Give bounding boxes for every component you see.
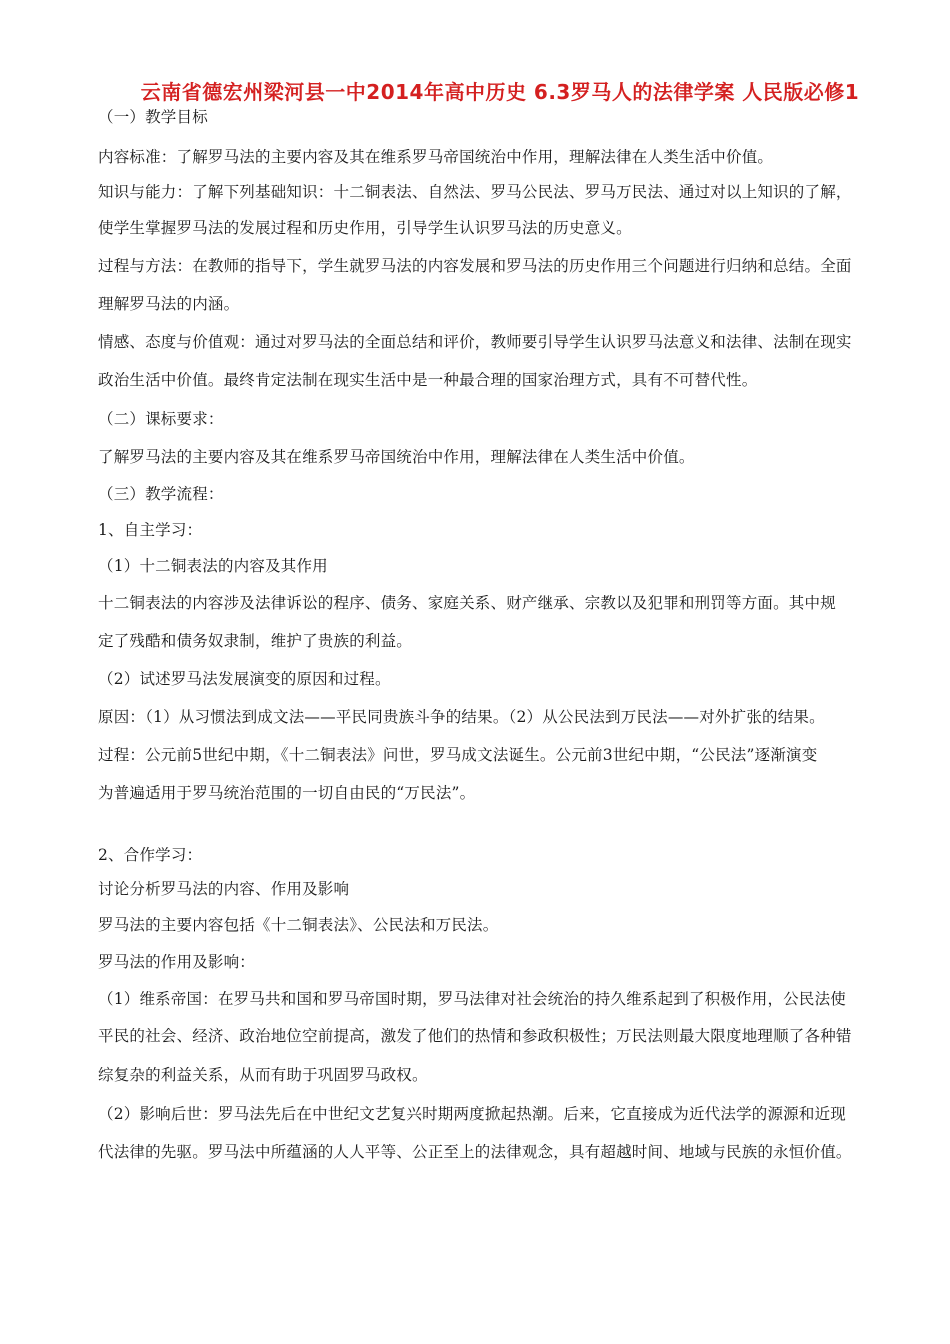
paragraph-line: 使学生掌握罗马法的发展过程和历史作用，引导学生认识罗马法的历史意义。	[98, 219, 632, 237]
paragraph-line: 平民的社会、经济、政治地位空前提高，激发了他们的热情和参政积极性；万民法则最大限度地理顺了各种错	[98, 1027, 852, 1045]
paragraph-line: 理解罗马法的内涵。	[98, 295, 240, 313]
paragraph-line: 情感、态度与价值观：通过对罗马法的全面总结和评价，教师要引导学生认识罗马法意义和法律、法制在现实	[98, 333, 852, 351]
section-heading-standards: （二）课标要求：	[98, 410, 224, 428]
document-title: 云南省德宏州梁河县一中2014年高中历史 6.3罗马人的法律学案 人民版必修1	[140, 80, 860, 104]
paragraph-line: 代法律的先驱。罗马法中所蕴涵的人人平等、公正至上的法律观念，具有超越时间、地域与民族的永恒价值。	[98, 1143, 852, 1161]
paragraph-line: 为普遍适用于罗马统治范围的一切自由民的“万民法”。	[98, 784, 476, 802]
question-heading: （1）十二铜表法的内容及其作用	[98, 557, 328, 575]
paragraph-line: 十二铜表法的内容涉及法律诉讼的程序、债务、家庭关系、财产继承、宗教以及犯罪和刑罚等方面。其中规	[98, 594, 836, 612]
paragraph-line: 罗马法的作用及影响：	[98, 953, 256, 971]
paragraph-line: 原因：（1）从习惯法到成文法——平民同贵族斗争的结果。（2）从公民法到万民法——对外扩张的结果。	[98, 708, 825, 726]
subsection-heading: 1、自主学习：	[98, 521, 203, 539]
paragraph-line: 定了残酷和债务奴隶制，维护了贵族的利益。	[98, 632, 413, 650]
subsection-heading: 2、合作学习：	[98, 846, 203, 864]
paragraph-line: 知识与能力：了解下列基础知识：十二铜表法、自然法、罗马公民法、罗马万民法、通过对以上知识的了解，	[98, 183, 852, 201]
paragraph-line: 政治生活中价值。最终肯定法制在现实生活中是一种最合理的国家治理方式，具有不可替代性。	[98, 371, 758, 389]
paragraph-line: 了解罗马法的主要内容及其在维系罗马帝国统治中作用，理解法律在人类生活中价值。	[98, 448, 695, 466]
paragraph-line: 罗马法的主要内容包括《十二铜表法》、公民法和万民法。	[98, 916, 499, 934]
paragraph-line: 内容标准：了解罗马法的主要内容及其在维系罗马帝国统治中作用，理解法律在人类生活中价值。	[98, 148, 774, 166]
paragraph-line: 综复杂的利益关系，从而有助于巩固罗马政权。	[98, 1066, 428, 1084]
paragraph-line: （2）影响后世：罗马法先后在中世纪文艺复兴时期两度掀起热潮。后来，它直接成为近代法学的源源和近现	[98, 1105, 846, 1123]
section-heading-process: （三）教学流程：	[98, 485, 224, 503]
section-heading-objectives: （一）教学目标	[98, 108, 208, 126]
paragraph-line: 过程与方法：在教师的指导下，学生就罗马法的内容发展和罗马法的历史作用三个问题进行归纳和总结。全面	[98, 257, 852, 275]
paragraph-line: （1）维系帝国：在罗马共和国和罗马帝国时期，罗马法律对社会统治的持久维系起到了积极作用，公民法使	[98, 990, 846, 1008]
question-heading: （2）试述罗马法发展演变的原因和过程。	[98, 670, 391, 688]
paragraph-line: 讨论分析罗马法的内容、作用及影响	[98, 880, 350, 898]
paragraph-line: 过程：公元前5世纪中期，《十二铜表法》问世，罗马成文法诞生。公元前3世纪中期，“公民法”逐渐演变	[98, 746, 818, 764]
